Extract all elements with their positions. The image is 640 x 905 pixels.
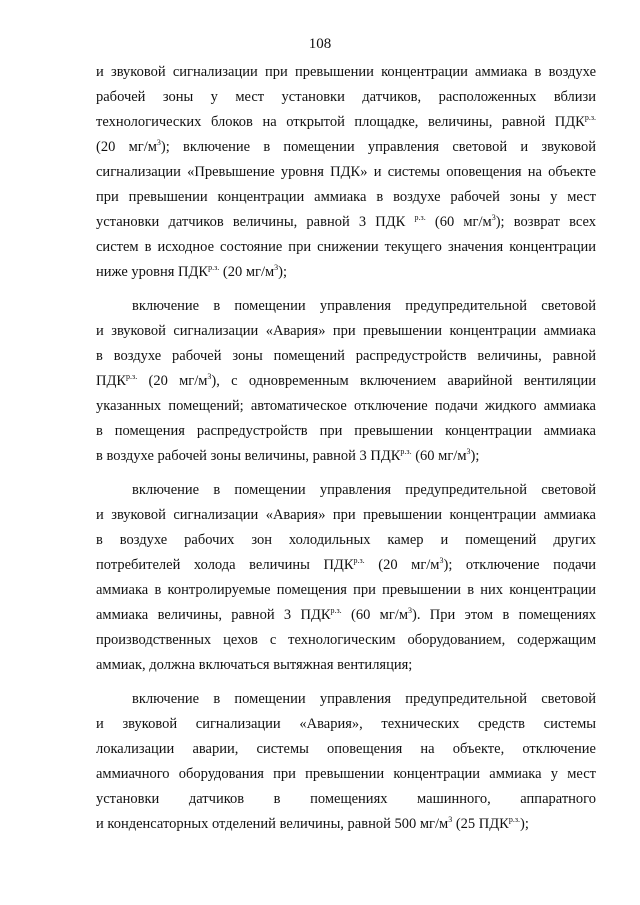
superscript: р.з. (208, 263, 220, 272)
text-run: (25 ПДК (452, 816, 509, 832)
text-run: аммиака в контролируемые помещения при превышении в них концентрации (96, 582, 596, 598)
superscript: 3 (491, 213, 496, 222)
text-line (96, 135, 596, 160)
text-run: ПДК (96, 373, 127, 389)
text-line (96, 60, 596, 85)
text-run: и звуковой сигнализации «Авария» при превышении концентрации аммиака (96, 323, 596, 339)
text-run: технологических блоков на открытой площадке, величины, равной ПДК (96, 114, 585, 130)
text-run: указанных помещений; автоматическое отключение подачи жидкого аммиака (96, 398, 596, 414)
superscript: 3 (274, 263, 279, 272)
superscript: р.з. (400, 447, 412, 456)
text-run: аммиак, должна включаться вытяжная вентиляция; (96, 657, 413, 673)
text-line (96, 160, 596, 185)
text-run: рабочей зоны у мест установки датчиков, расположенных вблизи (96, 89, 596, 105)
text-run: установки датчиков величины, равной 3 ПДК (96, 214, 415, 230)
text-run: в воздухе рабочей зоны величины, равной 3 ПДК (96, 448, 401, 464)
superscript: 3 (466, 447, 471, 456)
text-line (96, 603, 596, 628)
text-run: (20 мг/м (219, 264, 275, 280)
text-line (96, 369, 596, 394)
text-line (96, 528, 596, 553)
text-line (96, 712, 596, 737)
text-line (96, 210, 596, 235)
text-run: (60 мг/м (425, 214, 492, 230)
superscript: р.з. (414, 213, 426, 222)
text-run: включение в помещении управления предупредительной световой (132, 691, 596, 707)
text-run: включение в помещении управления предупредительной световой (132, 298, 596, 314)
text-run: ); (470, 448, 480, 464)
text-line (96, 628, 596, 653)
text-run: ); возврат всех (495, 214, 596, 230)
text-run: в воздухе рабочей зоны помещений распредустройств величины, равной (96, 348, 596, 364)
text-run: систем в исходное состояние при снижении текущего значения концентрации (96, 239, 596, 255)
text-line (96, 787, 596, 812)
text-run: установки датчиков в помещениях машинного, аппаратного (96, 791, 596, 807)
text-run: в воздухе рабочих зон холодильных камер и помещений других (96, 532, 596, 548)
superscript: 3 (439, 556, 444, 565)
text-run: (20 мг/м (96, 139, 157, 155)
text-run: (20 мг/м (364, 557, 440, 573)
text-line (96, 687, 596, 712)
text-run: и звуковой сигнализации «Авария» при превышении концентрации аммиака (96, 507, 596, 523)
text-run: при превышении концентрации аммиака в воздухе рабочей зоны у мест (96, 189, 596, 205)
paragraph (96, 60, 596, 285)
text-run: ), с одновременным включением аварийной вентиляции (211, 373, 596, 389)
text-line (96, 762, 596, 787)
text-run: ); отключение подачи (443, 557, 597, 573)
superscript: 3 (448, 815, 453, 824)
text-run: (20 мг/м (137, 373, 208, 389)
superscript: р.з. (330, 606, 342, 615)
text-run: (60 мг/м (341, 607, 408, 623)
superscript: р.з. (353, 556, 365, 565)
text-line (96, 737, 596, 762)
text-run: аммиачного оборудования при превышении концентрации аммиака у мест (96, 766, 596, 782)
superscript: р.з. (584, 113, 596, 122)
text-run: сигнализации «Превышение уровня ПДК» и системы оповещения на объекте (96, 164, 596, 180)
text-line (96, 260, 596, 285)
superscript: р.з. (508, 815, 520, 824)
paragraph (96, 294, 596, 469)
text-run: в помещения распредустройств при превышении концентрации аммиака (96, 423, 596, 439)
paragraph-gap (96, 285, 596, 294)
text-run: и конденсаторных отделений величины, равной 500 мг/м (96, 816, 449, 832)
document-body (96, 60, 596, 837)
paragraph-gap (96, 678, 596, 687)
text-run: и звуковой сигнализации «Авария», технических средств системы (96, 716, 596, 732)
paragraph (96, 478, 596, 678)
text-run: (60 мг/м (411, 448, 467, 464)
text-line (96, 812, 596, 837)
text-line (96, 319, 596, 344)
text-run: ); (278, 264, 288, 280)
text-line (96, 578, 596, 603)
text-line (96, 503, 596, 528)
superscript: 3 (156, 138, 161, 147)
text-run: аммиака величины, равной 3 ПДК (96, 607, 331, 623)
text-line (96, 294, 596, 319)
superscript: 3 (207, 372, 212, 381)
text-run: производственных цехов с технологическим оборудованием, содержащим (96, 632, 596, 648)
text-line (96, 344, 596, 369)
text-run: ниже уровня ПДК (96, 264, 209, 280)
text-run: ). При этом в помещениях (412, 607, 596, 623)
text-line (96, 235, 596, 260)
text-line (96, 419, 596, 444)
text-run: ); (520, 816, 529, 832)
page-number: 108 (308, 36, 332, 52)
text-line (96, 653, 596, 678)
text-line (96, 444, 596, 469)
text-run: потребителей холода величины ПДК (96, 557, 354, 573)
text-run: и звуковой сигнализации при превышении концентрации аммиака в воздухе (96, 64, 596, 80)
text-run: локализации аварии, системы оповещения на объекте, отключение (96, 741, 596, 757)
paragraph-gap (96, 469, 596, 478)
paragraph (96, 687, 596, 837)
text-line (96, 110, 596, 135)
text-line (96, 394, 596, 419)
text-line (96, 478, 596, 503)
text-line (96, 85, 596, 110)
superscript: 3 (408, 606, 412, 615)
text-line (96, 553, 596, 578)
text-run: включение в помещении управления предупредительной световой (132, 482, 596, 498)
text-line (96, 185, 596, 210)
text-run: ); включение в помещении управления световой и звуковой (160, 139, 597, 155)
superscript: р.з. (126, 372, 138, 381)
